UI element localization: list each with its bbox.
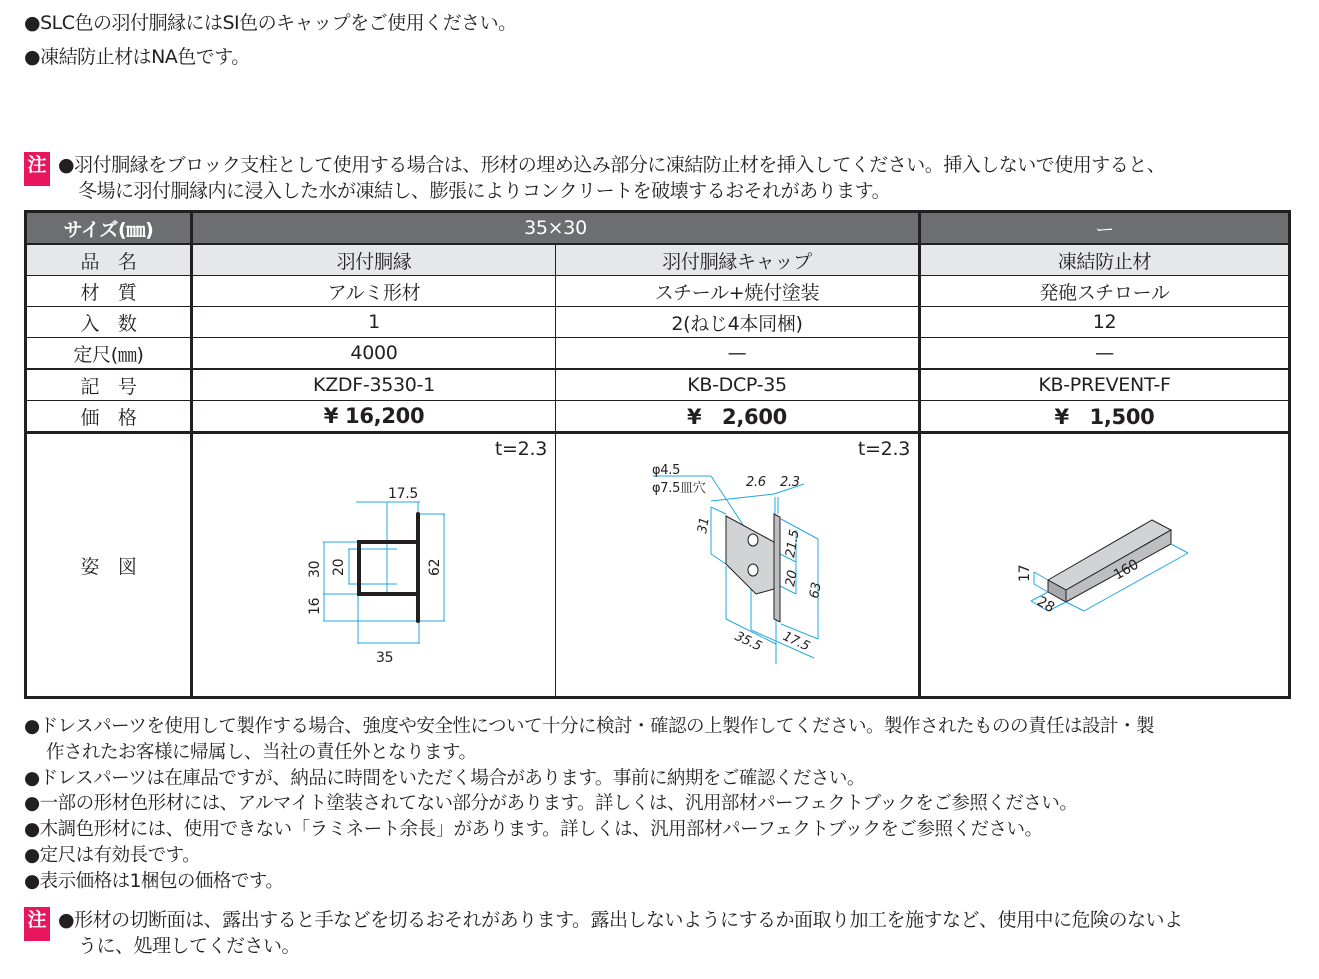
note-na-color: ●凍結防止材はNA色です。: [24, 46, 250, 68]
cap-drawing-icon: [556, 434, 920, 696]
note-item: ●ドレスパーツを使用して製作する場合、強度や安全性について十分に検討・確認の上製作してください。製作されたものの責任は設計・製: [24, 716, 1154, 737]
figure-cell-profile: [192, 433, 556, 698]
svg-text:21.5: 21.5: [783, 528, 803, 559]
svg-text:φ4.5: φ4.5: [652, 463, 681, 478]
cell: 1: [192, 307, 556, 338]
svg-text:2.6: 2.6: [746, 475, 766, 490]
cell: スチール+焼付塗装: [556, 276, 920, 307]
row-label: 姿 図: [26, 433, 192, 698]
caution-line: ●形材の切断面は、露出すると手などを切るおそれがあります。露出しないようにするか面取り加工を施すなど、使用中に危険のないよ: [58, 909, 1183, 931]
caution-line: うに、処理してください。: [78, 935, 301, 957]
svg-text:31: 31: [695, 516, 713, 535]
note-item: ●一部の形材色形材には、アルマイト塗装されてない部分があります。詳しくは、汎用部材パーフェクトブックをご参照ください。: [24, 793, 1078, 815]
size-label: サイズ(㎜): [26, 212, 192, 245]
size-value: ー: [920, 212, 1290, 245]
note-item: ●ドレスパーツは在庫品ですが、納品に時間をいただく場合があります。事前に納期をご確認ください。: [24, 767, 865, 789]
svg-text:160: 160: [1111, 556, 1142, 584]
caution-line: 冬場に羽付胴縁内に浸入した水が凍結し、膨張によりコンクリートを破壊するおそれがあります。: [78, 180, 891, 202]
svg-text:28: 28: [1034, 593, 1057, 617]
cell: KB-PREVENT-F: [920, 369, 1290, 401]
price-cell: ¥ 16,200: [192, 401, 556, 433]
table-row: [26, 276, 1290, 307]
table-row: [26, 244, 1290, 276]
size-row: [26, 212, 1290, 245]
note-slc-color: ●SLC色の羽付胴縁にはSI色のキャップをご使用ください。: [24, 12, 517, 34]
svg-text:20: 20: [331, 558, 347, 576]
table-row: [26, 307, 1290, 338]
caution-line: ●羽付胴縁をブロック支柱として使用する場合は、形材の埋め込み部分に凍結防止材を挿入してください。挿入しないで使用すると、: [58, 154, 1166, 176]
row-label: 材 質: [26, 276, 192, 307]
note-item: ●定尺は有効長です。: [24, 844, 201, 866]
cell: 凍結防止材: [920, 244, 1290, 276]
svg-text:35.5: 35.5: [732, 629, 764, 655]
figure-cell-antifreeze: [920, 433, 1290, 698]
row-label: 記 号: [26, 369, 192, 401]
figure-cell-cap: [556, 433, 920, 698]
figure-row: [26, 433, 1290, 698]
note-item-continuation: 作されたお客様に帰属し、当社の責任外となります。: [46, 741, 477, 763]
svg-text:17.5: 17.5: [780, 629, 812, 655]
dim-top: 17.5: [388, 486, 418, 502]
svg-text:62: 62: [427, 558, 443, 576]
table-row: [26, 338, 1290, 370]
svg-text:16: 16: [307, 597, 323, 615]
notes-list: [24, 714, 1154, 895]
caution-badge: 注: [24, 907, 50, 941]
svg-text:17: 17: [1017, 564, 1033, 582]
cell: 羽付胴縁キャップ: [556, 244, 920, 276]
svg-text:φ7.5皿穴: φ7.5皿穴: [652, 481, 706, 496]
row-label: 入 数: [26, 307, 192, 338]
thickness-label: t=2.3: [857, 438, 910, 460]
cell: 2(ねじ4本同梱): [556, 307, 920, 338]
thickness-label: t=2.3: [494, 438, 547, 460]
antifreeze-drawing-icon: [921, 434, 1291, 696]
cell: アルミ形材: [192, 276, 556, 307]
svg-text:20: 20: [783, 569, 801, 588]
size-value: 35×30: [192, 212, 920, 245]
svg-text:2.3: 2.3: [780, 475, 800, 490]
row-label: 品 名: [26, 244, 192, 276]
price-cell: ¥ 1,500: [920, 401, 1290, 433]
table-row: [26, 401, 1290, 433]
row-label: 定尺(㎜): [26, 338, 192, 370]
cell: KZDF-3530-1: [192, 369, 556, 401]
svg-text:63: 63: [807, 581, 825, 600]
spec-table: [24, 210, 1291, 699]
caution-badge: 注: [24, 152, 50, 186]
note-item: ●木調色形材には、使用できない「ラミネート余長」があります。詳しくは、汎用部材パーフェクトブックをご参照ください。: [24, 819, 1043, 841]
cell: 羽付胴縁: [192, 244, 556, 276]
cell: 12: [920, 307, 1290, 338]
cell: KB-DCP-35: [556, 369, 920, 401]
cell: —: [556, 338, 920, 370]
cell: 発砲スチロール: [920, 276, 1290, 307]
note-item: ●表示価格は1梱包の価格です。: [24, 870, 284, 892]
dim-width: 35: [376, 650, 394, 666]
table-row: [26, 369, 1290, 401]
profile-drawing-icon: [193, 434, 557, 696]
svg-text:30: 30: [307, 560, 323, 578]
row-label: 価 格: [26, 401, 192, 433]
cell: —: [920, 338, 1290, 370]
price-cell: ¥ 2,600: [556, 401, 920, 433]
cell: 4000: [192, 338, 556, 370]
